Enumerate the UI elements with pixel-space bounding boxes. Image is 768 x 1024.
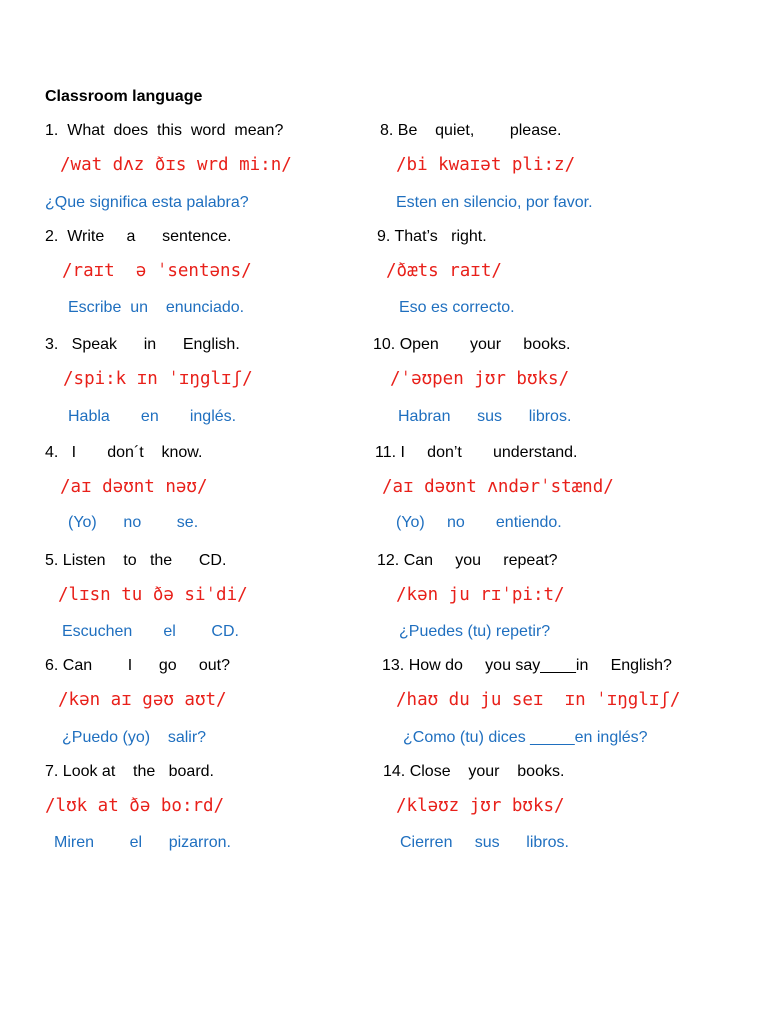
phrase-english-13: 13. How do you say____in English? [382,657,672,674]
phrase-english-8: 8. Be quiet, please. [380,122,562,139]
phrase-spanish-5: Escuchen el CD. [62,623,239,640]
phrase-english-10: 10. Open your books. [373,336,571,353]
phrase-ipa-2: /raɪt ə ˈsentəns/ [62,261,252,281]
phrase-english-1: 1. What does this word mean? [45,122,284,139]
phrase-spanish-4: (Yo) no se. [68,514,199,531]
phrase-ipa-8: /bi kwaɪət pli:z/ [396,155,576,175]
page-title: Classroom language [45,88,203,105]
phrase-english-3: 3. Speak in English. [45,336,240,353]
phrase-ipa-9: /ðæts raɪt/ [386,261,502,281]
phrase-english-5: 5. Listen to the CD. [45,552,227,569]
phrase-ipa-12: /kən ju rɪˈpi:t/ [396,585,565,605]
phrase-ipa-14: /kləʊz jʊr bʊks/ [396,796,565,816]
phrase-spanish-2: Escribe un enunciado. [68,299,245,316]
phrase-english-9: 9. That’s right. [377,228,487,245]
phrase-ipa-7: /lʊk at ðə bo:rd/ [45,796,225,816]
phrase-ipa-5: /lɪsn tu ðə siˈdi/ [58,585,248,605]
phrase-english-6: 6. Can I go out? [45,657,230,674]
phrase-english-14: 14. Close your books. [383,763,565,780]
phrase-spanish-7: Miren el pizarron. [54,834,231,851]
phrase-spanish-9: Eso es correcto. [399,299,515,316]
phrase-ipa-13: /haʊ du ju seɪ ɪn ˈɪŋglɪʃ/ [396,690,681,710]
phrase-english-2: 2. Write a sentence. [45,228,232,245]
phrase-ipa-1: /wat dʌz ðɪs wrd mi:n/ [60,155,292,175]
phrase-spanish-10: Habran sus libros. [398,408,572,425]
phrase-ipa-10: /ˈəʊpen jʊr bʊks/ [390,369,570,389]
phrase-spanish-12: ¿Puedes (tu) repetir? [399,623,551,640]
phrase-ipa-3: /spi:k ɪn ˈɪŋglɪʃ/ [63,369,253,389]
phrase-spanish-14: Cierren sus libros. [400,834,569,851]
phrase-english-11: 11. I don’t understand. [375,444,578,461]
phrase-spanish-1: ¿Que significa esta palabra? [45,194,249,211]
phrase-english-4: 4. I don´t know. [45,444,203,461]
phrase-spanish-11: (Yo) no entiendo. [396,514,562,531]
phrase-spanish-3: Habla en inglés. [68,408,237,425]
phrase-english-12: 12. Can you repeat? [377,552,558,569]
phrase-english-7: 7. Look at the board. [45,763,214,780]
phrase-ipa-4: /aɪ dəʊnt nəʊ/ [60,477,208,497]
phrase-spanish-13: ¿Como (tu) dices _____en inglés? [403,729,648,746]
phrase-spanish-6: ¿Puedo (yo) salir? [62,729,207,746]
phrase-ipa-6: /kən aɪ gəʊ aʊt/ [58,690,227,710]
phrase-ipa-11: /aɪ dəʊnt ʌndərˈstænd/ [382,477,614,497]
phrase-spanish-8: Esten en silencio, por favor. [396,194,593,211]
